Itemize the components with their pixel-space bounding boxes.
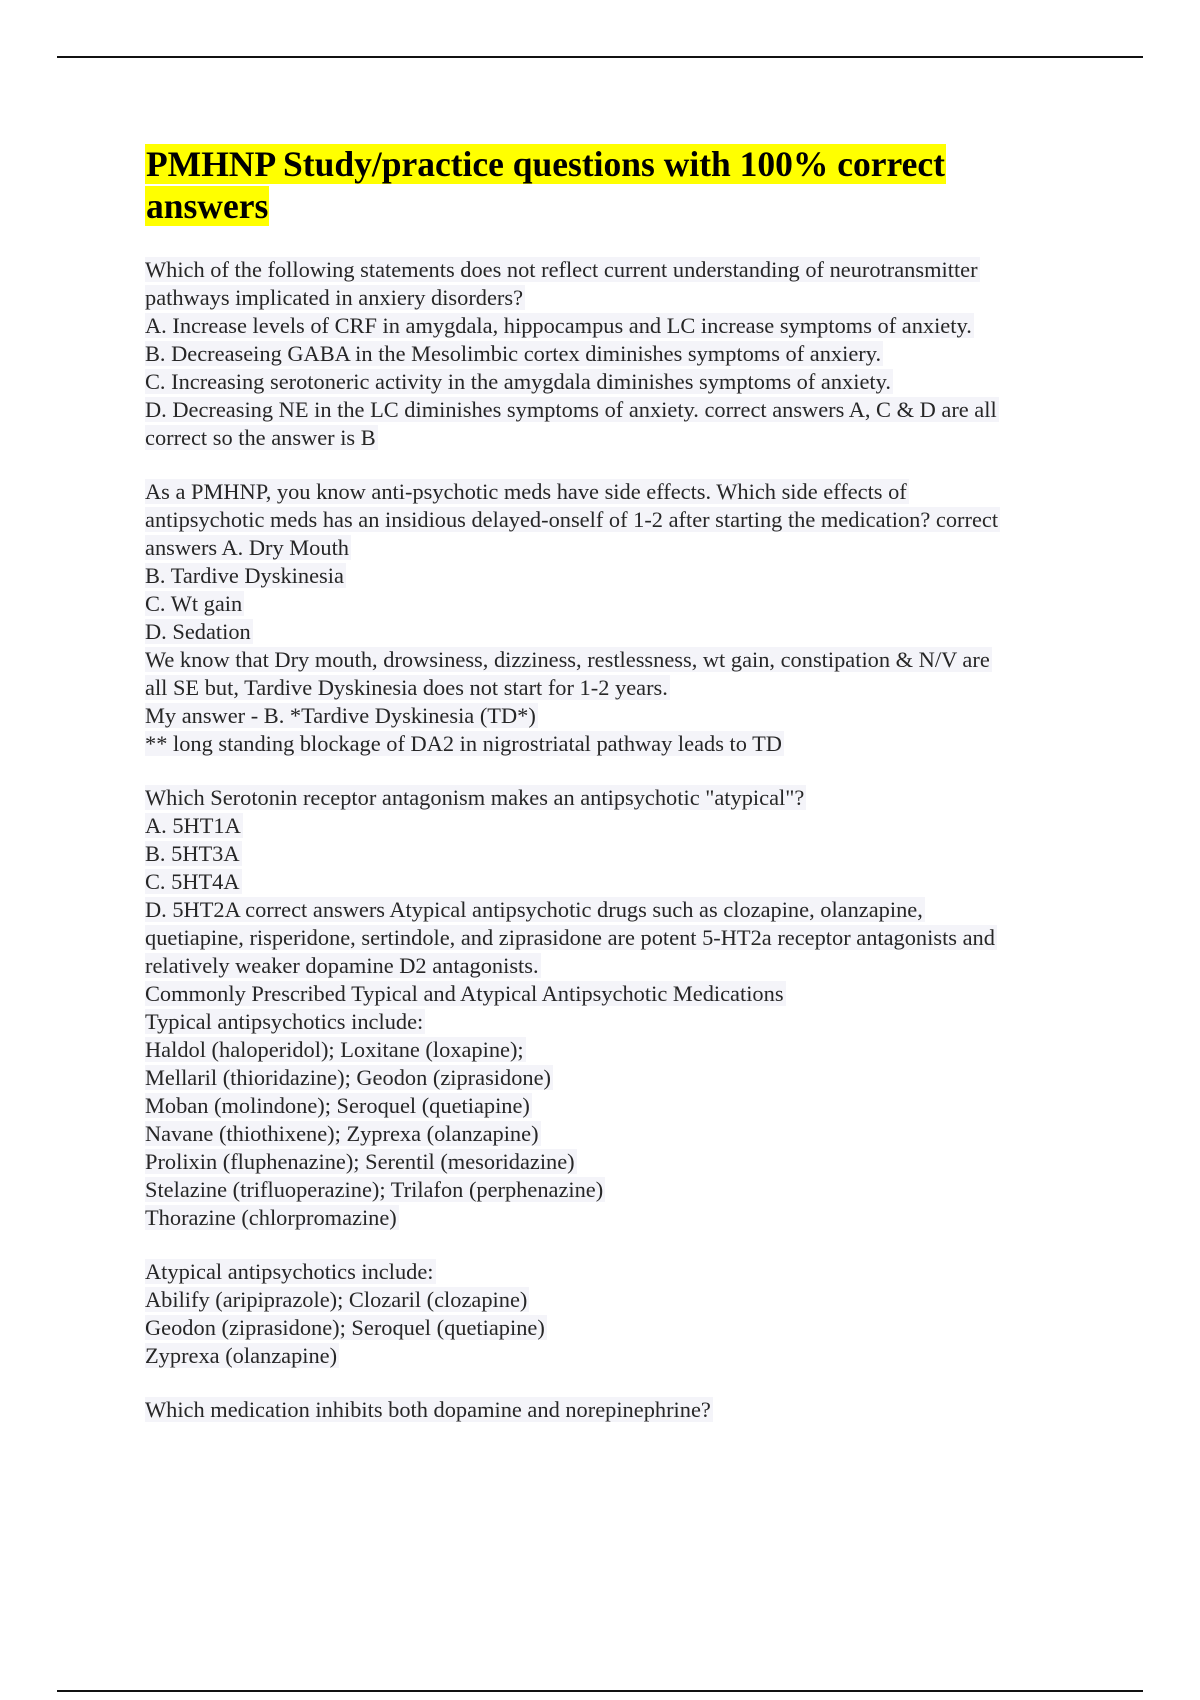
text-line: Atypical antipsychotics include: — [145, 1259, 434, 1284]
title-line-1: PMHNP Study/practice questions with 100% correct — [146, 144, 945, 184]
question-block-side-effects — [145, 478, 1085, 758]
text-line: antipsychotic meds has an insidious delayed-onself of 1-2 after starting the medication? correct — [145, 507, 999, 532]
text-line: B. 5HT3A — [145, 841, 240, 866]
text-line: Abilify (aripiprazole); Clozaril (clozapine) — [145, 1287, 528, 1312]
atypical-list-block — [145, 1258, 1085, 1370]
paragraph-gap — [145, 758, 1085, 784]
text-line: C. Wt gain — [145, 591, 243, 616]
text-line: Moban (molindone); Seroquel (quetiapine) — [145, 1093, 530, 1118]
text-line: quetiapine, risperidone, sertindole, and ziprasidone are potent 5-HT2a receptor antagonists and — [145, 925, 995, 950]
document-body — [145, 256, 1085, 1424]
text-line: My answer - B. *Tardive Dyskinesia (TD*) — [145, 703, 536, 728]
title-line-2: answers — [146, 186, 269, 226]
paragraph-gap — [145, 452, 1085, 478]
text-line: As a PMHNP, you know anti-psychotic meds have side effects. Which side effects of — [145, 479, 907, 504]
text-line: Geodon (ziprasidone); Seroquel (quetiapine) — [145, 1315, 545, 1340]
paragraph-gap — [145, 1370, 1085, 1396]
text-line: Commonly Prescribed Typical and Atypical Antipsychotic Medications — [145, 981, 784, 1006]
page-title — [145, 143, 1045, 227]
text-line: relatively weaker dopamine D2 antagonists. — [145, 953, 539, 978]
question-block-neurotransmitter — [145, 256, 1085, 452]
text-line: Haldol (haloperidol); Loxitane (loxapine); — [145, 1037, 524, 1062]
text-line: Mellaril (thioridazine); Geodon (ziprasidone) — [145, 1065, 551, 1090]
text-line: Which medication inhibits both dopamine and norepinephrine? — [145, 1397, 711, 1422]
text-line: pathways implicated in anxiery disorders? — [145, 285, 524, 310]
text-line: Thorazine (chlorpromazine) — [145, 1205, 397, 1230]
text-line: We know that Dry mouth, drowsiness, dizziness, restlessness, wt gain, constipation & N/V are — [145, 647, 990, 672]
top-rule — [57, 56, 1143, 58]
text-line: answers A. Dry Mouth — [145, 535, 349, 560]
text-line: Stelazine (trifluoperazine); Trilafon (perphenazine) — [145, 1177, 604, 1202]
text-line: A. Increase levels of CRF in amygdala, hippocampus and LC increase symptoms of anxiety. — [145, 313, 972, 338]
text-line: ** long standing blockage of DA2 in nigrostriatal pathway leads to TD — [145, 731, 782, 756]
text-line: D. Decreasing NE in the LC diminishes symptoms of anxiety. correct answers A, C & D are all — [145, 397, 997, 422]
text-line: D. 5HT2A correct answers Atypical antipsychotic drugs such as clozapine, olanzapine, — [145, 897, 923, 922]
text-line: B. Tardive Dyskinesia — [145, 563, 344, 588]
text-line: C. 5HT4A — [145, 869, 240, 894]
paragraph-gap — [145, 1232, 1085, 1258]
text-line: C. Increasing serotoneric activity in the amygdala diminishes symptoms of anxiety. — [145, 369, 891, 394]
text-line: Prolixin (fluphenazine); Serentil (mesoridazine) — [145, 1149, 575, 1174]
question-block-dopamine — [145, 1396, 1085, 1424]
text-line: A. 5HT1A — [145, 813, 241, 838]
text-line: Navane (thiothixene); Zyprexa (olanzapine) — [145, 1121, 539, 1146]
text-line: B. Decreaseing GABA in the Mesolimbic cortex diminishes symptoms of anxiery. — [145, 341, 882, 366]
bottom-rule — [57, 1690, 1143, 1692]
text-line: all SE but, Tardive Dyskinesia does not start for 1-2 years. — [145, 675, 668, 700]
text-line: correct so the answer is B — [145, 425, 376, 450]
question-block-serotonin — [145, 784, 1085, 1232]
text-line: Zyprexa (olanzapine) — [145, 1343, 338, 1368]
text-line: Which Serotonin receptor antagonism makes an antipsychotic "atypical"? — [145, 785, 805, 810]
text-line: Typical antipsychotics include: — [145, 1009, 424, 1034]
text-line: Which of the following statements does not reflect current understanding of neurotransmitter — [145, 257, 978, 282]
text-line: D. Sedation — [145, 619, 251, 644]
